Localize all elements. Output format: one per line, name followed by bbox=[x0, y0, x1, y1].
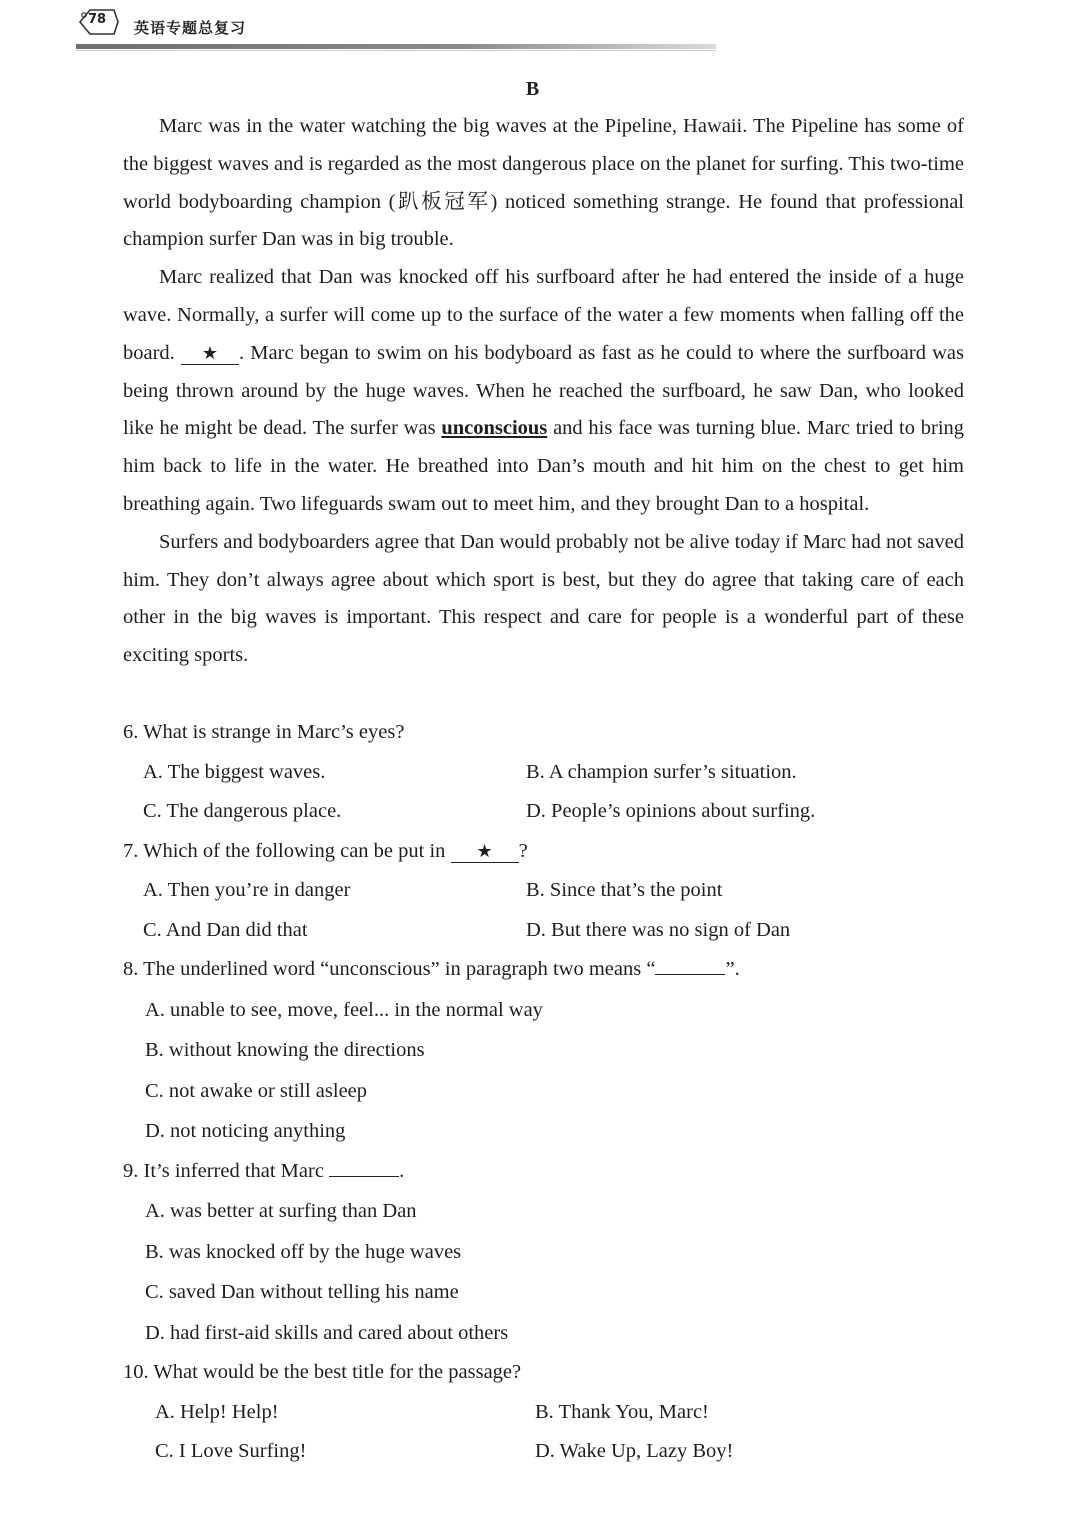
question-7-options-row-2 bbox=[123, 911, 983, 951]
question-8-blank[interactable] bbox=[655, 974, 725, 975]
question-6-options-row-2 bbox=[123, 792, 983, 832]
paragraph-1: Marc was in the water watching the big waves at the Pipeline, Hawaii. The Pipeline has some of the biggest waves and is regarded as the most dangerous place on the planet for surfing. This two-time world bodyboarding champion (趴板冠军) noticed something strange. He found that professional champion surfer Dan was in big trouble. bbox=[123, 115, 964, 251]
question-7-option-c[interactable]: C. And Dan did that bbox=[143, 918, 308, 941]
question-8-option-c[interactable]: C. not awake or still asleep bbox=[145, 1079, 368, 1102]
book-title: 英语专题总复习 bbox=[134, 19, 247, 37]
question-9 bbox=[123, 1152, 983, 1192]
question-6-option-a[interactable]: A. The biggest waves. bbox=[143, 760, 326, 783]
question-6-option-b[interactable]: B. A champion surfer’s situation. bbox=[526, 760, 797, 783]
question-9-stem-end: . bbox=[399, 1159, 405, 1182]
question-6-options-row-1 bbox=[123, 753, 983, 793]
question-9-option-b[interactable]: B. was knocked off by the huge waves bbox=[145, 1240, 462, 1263]
underlined-keyword: unconscious bbox=[441, 417, 548, 440]
paragraph-2-part-1: Marc realized that Dan was knocked off his surfboard after he had entered the inside of a huge wave. Normally, a surfer will come up to the surface of the water a few moments when falling off the board. bbox=[123, 266, 964, 364]
question-7-stem-end: ? bbox=[518, 839, 528, 862]
question-7-option-a[interactable]: A. Then you’re in danger bbox=[143, 879, 351, 901]
question-list bbox=[123, 713, 983, 1472]
question-10-options-row-2 bbox=[123, 1432, 983, 1472]
question-8-option-a[interactable]: A. unable to see, move, feel... in the normal way bbox=[145, 998, 543, 1021]
paragraph-2 bbox=[123, 259, 964, 524]
question-10-option-c[interactable]: C. I Love Surfing! bbox=[155, 1440, 307, 1462]
question-10-options-row-1 bbox=[123, 1393, 983, 1433]
question-7-options-row-1 bbox=[123, 871, 983, 911]
header-divider bbox=[76, 44, 716, 49]
page-number-badge bbox=[76, 6, 116, 34]
question-9-option-c[interactable]: C. saved Dan without telling his name bbox=[145, 1281, 459, 1303]
question-7-star-blank: ★ bbox=[451, 842, 519, 863]
question-6-option-c[interactable]: C. The dangerous place. bbox=[143, 800, 342, 822]
question-9-option-a[interactable]: A. was better at surfing than Dan bbox=[145, 1200, 417, 1222]
page-number: 78 bbox=[87, 12, 107, 27]
star-blank: ★ bbox=[181, 344, 239, 365]
question-7-option-d[interactable]: D. But there was no sign of Dan bbox=[526, 918, 791, 941]
question-10-option-a[interactable]: A. Help! Help! bbox=[155, 1400, 279, 1423]
question-9-stem: 9. It’s inferred that Marc bbox=[123, 1159, 324, 1182]
question-7-stem: 7. Which of the following can be put in bbox=[123, 839, 446, 862]
question-10-option-d[interactable]: D. Wake Up, Lazy Boy! bbox=[535, 1440, 734, 1462]
question-6: 6. What is strange in Marc’s eyes? bbox=[123, 721, 405, 743]
question-8-option-b[interactable]: B. without knowing the directions bbox=[145, 1039, 425, 1061]
question-8-option-d[interactable]: D. not noticing anything bbox=[145, 1120, 346, 1142]
question-8 bbox=[123, 950, 983, 990]
question-7 bbox=[123, 832, 983, 872]
question-10: 10. What would be the best title for the passage? bbox=[123, 1361, 522, 1383]
paragraph-2-part-2: . Marc began to swim on his bodyboard as fast as he could to where the surfboard was being thrown around by the huge waves. When he reached the surfboard, he saw Dan, who looked like he might be dead. The surfer was bbox=[123, 341, 964, 440]
question-10-option-b[interactable]: B. Thank You, Marc! bbox=[535, 1400, 709, 1423]
question-7-option-b[interactable]: B. Since that’s the point bbox=[526, 879, 723, 901]
question-9-blank[interactable] bbox=[329, 1176, 399, 1177]
question-6-option-d[interactable]: D. People’s opinions about surfing. bbox=[526, 800, 816, 822]
question-8-stem: 8. The underlined word “unconscious” in paragraph two means “ bbox=[123, 958, 656, 980]
paragraph-3: Surfers and bodyboarders agree that Dan would probably not be alive today if Marc had not saved him. They don’t always agree about which sport is best, but they do agree that taking care of each other in the big waves is important. This respect and care for people is a wonderful part of these exciting sports. bbox=[123, 530, 964, 667]
paragraph-2-part-3: and his face was turning blue. Marc tried to bring him back to life in the water. He breathed into Dan’s mouth and hit him on the chest to get him breathing again. Two lifeguards swam out to meet him, and they brought Dan to a hospital. bbox=[123, 417, 965, 515]
section-label: B bbox=[525, 78, 540, 100]
question-8-stem-end: ”. bbox=[725, 958, 740, 980]
question-9-option-d[interactable]: D. had first-aid skills and cared about others bbox=[145, 1321, 509, 1344]
page-header bbox=[0, 0, 1080, 60]
reading-passage bbox=[123, 108, 964, 675]
